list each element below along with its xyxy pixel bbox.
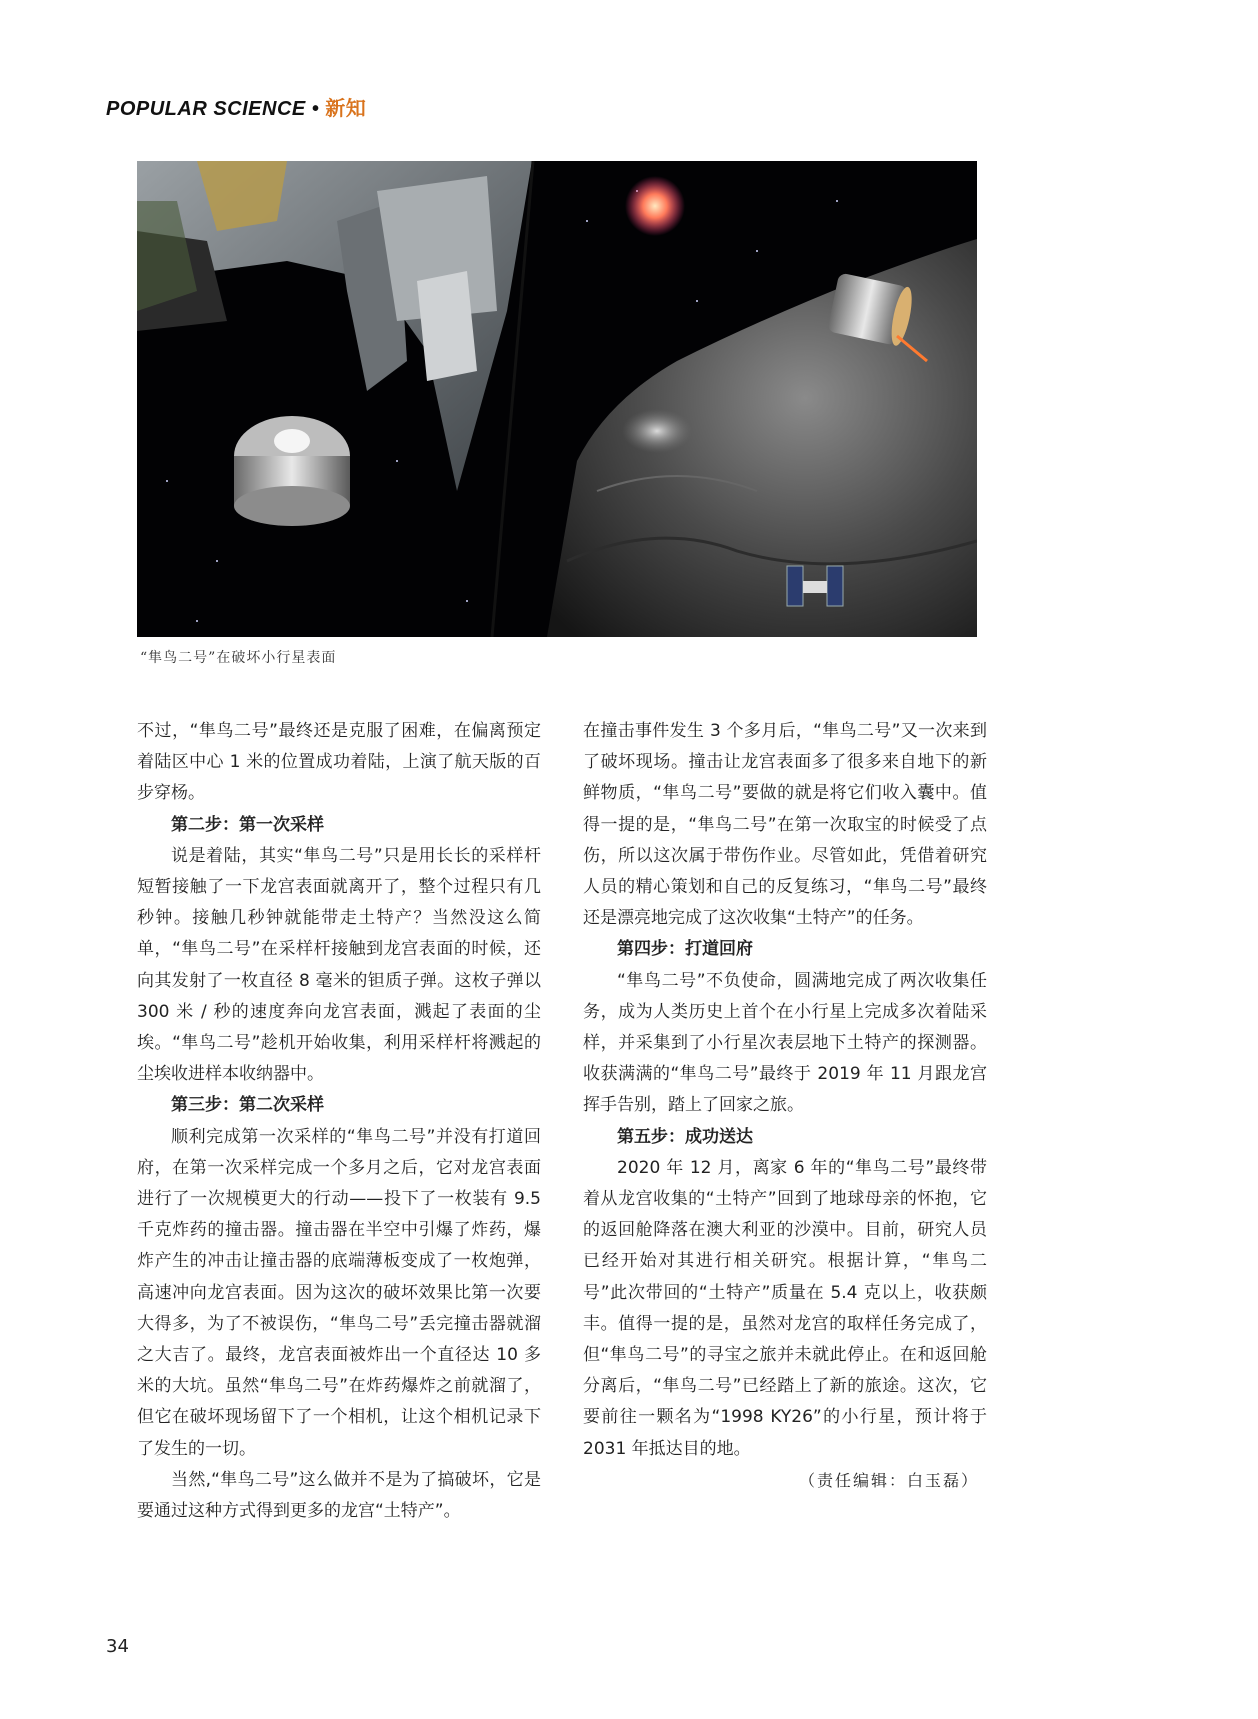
left-column [137, 716, 541, 1527]
section-heading: 第三步：第二次采样 [171, 1095, 324, 1116]
editor-credit: （责任编辑：白玉磊） [798, 1470, 979, 1490]
header-separator: • [311, 98, 320, 120]
body-paragraph: 说是着陆，其实“隼鸟二号”只是用长长的采样杆短暂接触了一下龙宫表面就离开了，整个过程只有几秒钟。接触几秒钟就能带走土特产？当然没这么简单，“隼鸟二号”在采样杆接触到龙宫表面的时候，还向其发射了一枚直径 8 毫米的钽质子弹。这枚子弹以 300 米 / 秒的速度奔向龙宫表面，溅起了表面的尘埃。“隼鸟二号”趁机开始收集，利用采样杆将溅起的尘埃收进样本收纳器中。 [137, 845, 541, 1085]
body-paragraph: 2020 年 12 月，离家 6 年的“隼鸟二号”最终带着从龙宫收集的“土特产”回到了地球母亲的怀抱，它的返回舱降落在澳大利亚的沙漠中。目前，研究人员已经开始对其进行相关研究。根据计算，“隼鸟二号”此次带回的“土特产”质量在 5.4 克以上，收获颇丰。值得一提的是，虽然对龙宫的取样任务完成了，但“隼鸟二号”的寻宝之旅并未就此停止。在和返回舱分离后，“隼鸟二号”已经踏上了新的旅途。这次，它要前往一颗名为“1998 KY26”的小行星，预计将于 2031 年抵达目的地。 [583, 1157, 987, 1459]
running-header [106, 92, 366, 121]
section-heading: 第五步：成功送达 [617, 1126, 753, 1147]
body-paragraph: 当然,“隼鸟二号”这么做并不是为了搞破坏，它是要通过这种方式得到更多的龙宫“土特产”。 [137, 1469, 541, 1522]
section-title: 新知 [325, 98, 367, 120]
page-number: 34 [106, 1636, 129, 1657]
hayabusa2-illustration [137, 161, 977, 637]
body-paragraph: 在撞击事件发生 3 个多月后，“隼鸟二号”又一次来到了破坏现场。撞击让龙宫表面多了很多来自地下的新鲜物质，“隼鸟二号”要做的就是将它们收入囊中。值得一提的是，“隼鸟二号”在第一次取宝的时候受了点伤，所以这次属于带伤作业。尽管如此，凭借着研究人员的精心策划和自己的反复练习，“隼鸟二号”最终还是漂亮地完成了这次收集“土特产”的任务。 [583, 721, 987, 929]
figure-caption: “隼鸟二号”在破坏小行星表面 [140, 650, 337, 666]
section-heading: 第四步：打道回府 [617, 939, 753, 960]
body-paragraph: 顺利完成第一次采样的“隼鸟二号”并没有打道回府，在第一次采样完成一个多月之后，它对龙宫表面进行了一次规模更大的行动——投下了一枚装有 9.5 千克炸药的撞击器。撞击器在半空中引爆了炸药，爆炸产生的冲击让撞击器的底端薄板变成了一枚炮弹，高速冲向龙宫表面。因为这次的破坏效果比第一次要大得多，为了不被误伤，“隼鸟二号”丢完撞击器就溜之大吉了。最终，龙宫表面被炸出一个直径达 10 多米的大坑。虽然“隼鸟二号”在炸药爆炸之前就溜了，但它在破坏现场留下了一个相机，让这个相机记录下了发生的一切。 [137, 1126, 541, 1459]
magazine-title: POPULAR SCIENCE [106, 98, 306, 120]
body-paragraph: “隼鸟二号”不负使命，圆满地完成了两次收集任务，成为人类历史上首个在小行星上完成多次着陆采样，并采集到了小行星次表层地下土特产的探测器。收获满满的“隼鸟二号”最终于 2019 年 11 月跟龙宫挥手告别，踏上了回家之旅。 [583, 970, 987, 1116]
body-paragraph: 不过，“隼鸟二号”最终还是克服了困难，在偏离预定着陆区中心 1 米的位置成功着陆，上演了航天版的百步穿杨。 [137, 721, 541, 804]
section-heading: 第二步：第一次采样 [171, 814, 324, 835]
right-column [583, 716, 987, 1496]
